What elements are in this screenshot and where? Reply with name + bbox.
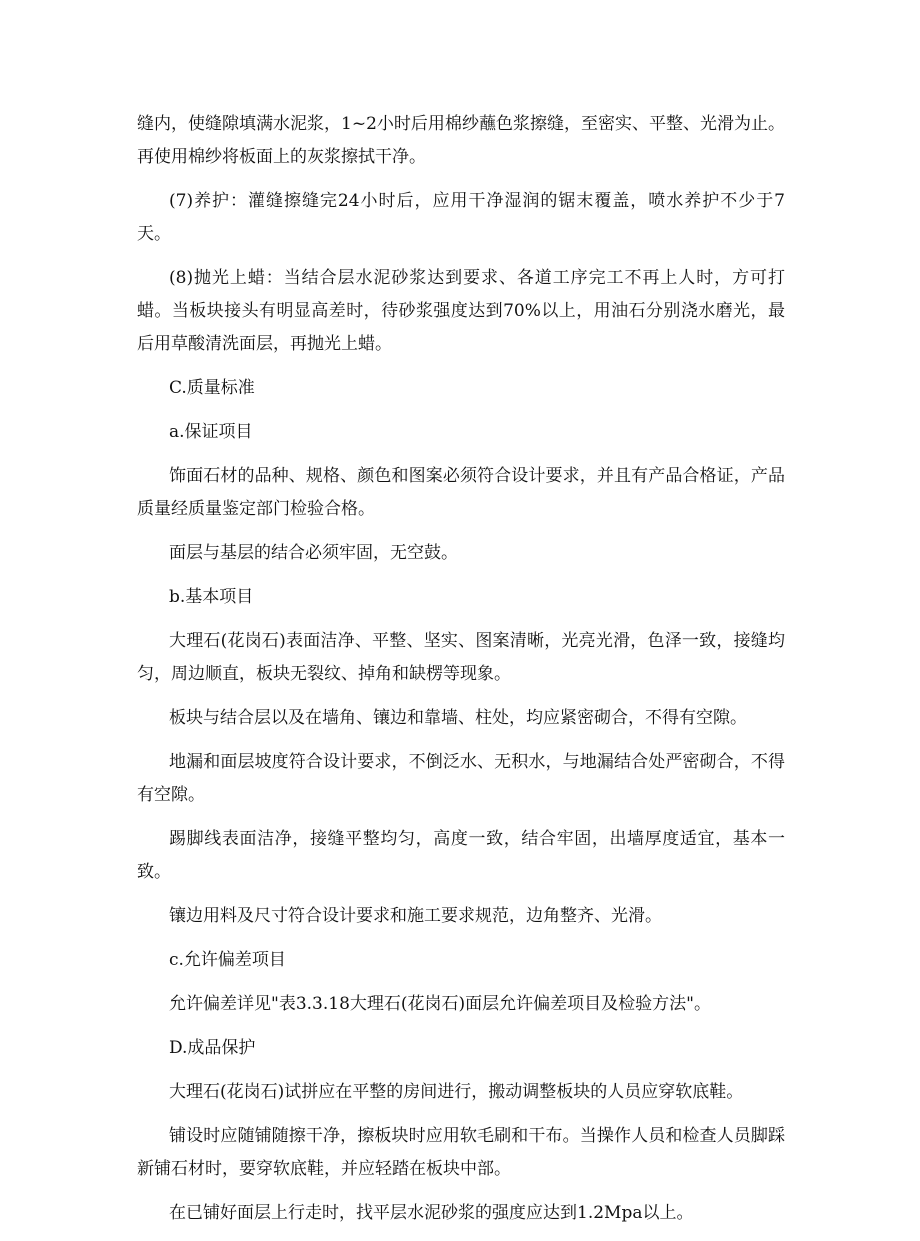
paragraph-deviation-reference: 允许偏差详见"表3.3.18大理石(花岗石)面层允许偏差项目及检验方法"。 <box>169 994 711 1014</box>
paragraph-surface-quality: 大理石(花岗石)表面洁净、平整、坚实、图案清晰，光亮光滑，色泽一致，接缝均匀，周边顺直，板块无裂纹、掉角和缺楞等现象。 <box>137 631 785 684</box>
paragraph-skirting-line: 踢脚线表面洁净，接缝平整均匀，高度一致，结合牢固，出墙厚度适宜，基本一致。 <box>137 829 785 882</box>
paragraph-stone-material-requirements: 饰面石材的品种、规格、颜色和图案必须符合设计要求，并且有产品合格证，产品质量经质量鉴定部门检验合格。 <box>137 466 785 519</box>
document-body <box>137 108 785 1241</box>
subsection-heading-guaranteed-items: a.保证项目 <box>169 422 253 442</box>
subsection-heading-allowable-deviation: c.允许偏差项目 <box>169 950 286 970</box>
paragraph-tight-bonding: 板块与结合层以及在墙角、镶边和靠墙、柱处，均应紧密砌合，不得有空隙。 <box>169 708 747 728</box>
paragraph-continuation: 缝内，使缝隙填满水泥浆，1~2小时后用棉纱蘸色浆擦缝，至密实、平整、光滑为止。再使用棉纱将板面上的灰浆擦拭干净。 <box>137 114 785 167</box>
paragraph-floor-drain-slope: 地漏和面层坡度符合设计要求，不倒泛水、无积水，与地漏结合处严密砌合，不得有空隙。 <box>137 752 785 805</box>
paragraph-polishing-waxing: (8)抛光上蜡：当结合层水泥砂浆达到要求、各道工序完工不再上人时，方可打蜡。当板块接头有明显高差时，待砂浆强度达到70%以上，用油石分别浇水磨光，最后用草酸清洗面层，再抛光上蜡。 <box>137 268 785 354</box>
paragraph-bonding-requirement: 面层与基层的结合必须牢固，无空鼓。 <box>169 543 458 563</box>
paragraph-trial-layout: 大理石(花岗石)试拼应在平整的房间进行，搬动调整板块的人员应穿软底鞋。 <box>169 1082 744 1102</box>
section-heading-product-protection: D.成品保护 <box>169 1038 256 1058</box>
paragraph-edging-materials: 镶边用料及尺寸符合设计要求和施工要求规范，边角整齐、光滑。 <box>169 906 662 926</box>
paragraph-walking-on-surface: 在已铺好面层上行走时，找平层水泥砂浆的强度应达到1.2Mpa以上。 <box>169 1203 694 1223</box>
paragraph-curing: (7)养护：灌缝擦缝完24小时后，应用干净湿润的锯末覆盖，喷水养护不少于7天。 <box>137 191 785 244</box>
paragraph-cleaning-while-laying: 铺设时应随铺随擦干净，擦板块时应用软毛刷和干布。当操作人员和检查人员脚踩新铺石材时，要穿软底鞋，并应轻踏在板块中部。 <box>137 1126 785 1179</box>
subsection-heading-basic-items: b.基本项目 <box>169 587 254 607</box>
section-heading-quality-standard: C.质量标准 <box>169 378 255 398</box>
